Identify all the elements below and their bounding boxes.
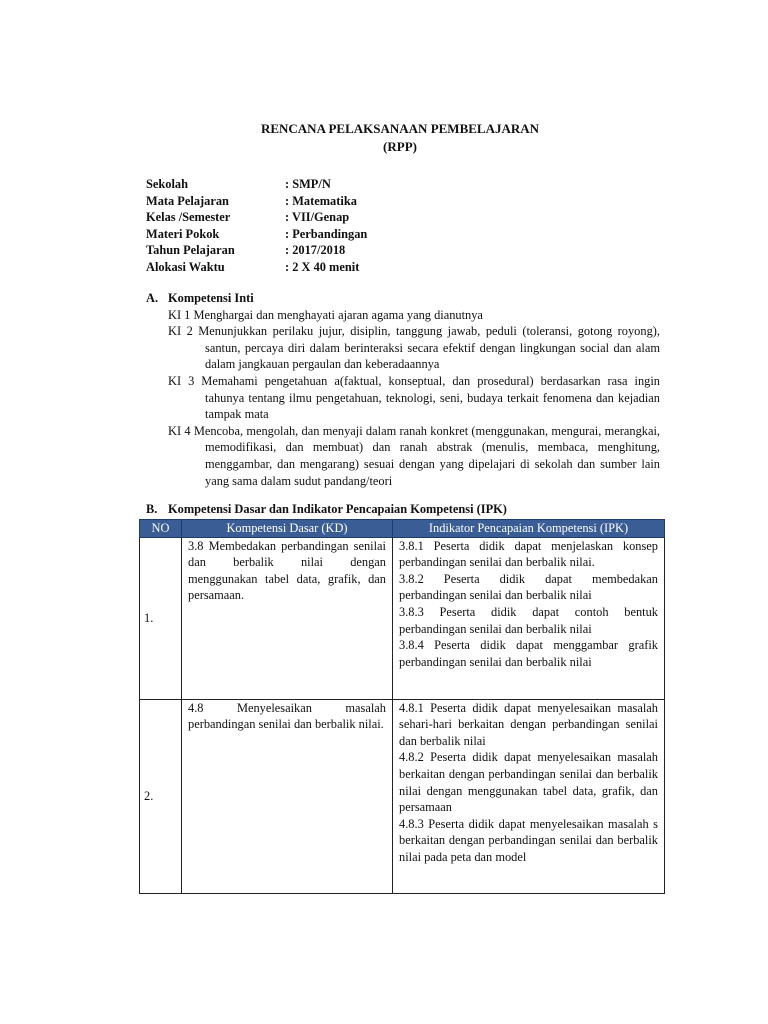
ki-item: KI 1 Menghargai dan menghayati ajaran agama yang dianutnya <box>168 307 483 322</box>
info-label: Kelas /Semester <box>146 210 231 225</box>
ipk-cell <box>393 537 665 699</box>
ipk-item: 4.8.3 Peserta didik dapat menyelesaikan masalah s berkaitan dengan perbandingan senilai dan berbalik nilai pada peta dan model <box>399 816 658 864</box>
section-title: Kompetensi Dasar dan Indikator Pencapaian Kompetensi (IPK) <box>168 502 507 516</box>
section-number: B. <box>146 502 158 516</box>
section-kd-ipk-heading <box>146 501 507 518</box>
info-value: : 2 X 40 menit <box>285 259 360 274</box>
table-header-row <box>140 520 665 538</box>
header-ipk: Indikator Pencapaian Kompetensi (IPK) <box>393 520 665 538</box>
document-subtitle: (RPP) <box>383 139 417 154</box>
info-label: Materi Pokok <box>146 226 220 241</box>
ki-item: KI 3 Memahami pengetahuan a(faktual, konseptual, dan prosedural) berdasarkan rasa ingin tahunya tentang ilmu pengetahuan, teknologi, seni, budaya terkait fenomena dan kejadian tampak mata <box>168 373 660 422</box>
info-value: : SMP/N <box>285 177 331 191</box>
header-no: NO <box>140 520 182 538</box>
info-row-materi-pokok <box>146 226 367 243</box>
section-heading <box>146 290 660 307</box>
ipk-item: 3.8.3 Peserta didik dapat contoh bentuk perbandingan senilai dan berbalik nilai <box>399 604 658 636</box>
kd-cell: 4.8 Menyelesaikan masalah perbandingan senilai dan berbalik nilai. <box>182 699 393 893</box>
info-row-alokasi-waktu <box>146 259 367 276</box>
info-value: : 2017/2018 <box>285 243 346 258</box>
header-kd: Kompetensi Dasar (KD) <box>182 520 393 538</box>
document-title: RENCANA PELAKSANAAN PEMBELAJARAN <box>260 121 540 136</box>
info-row-kelas-semester <box>146 209 367 226</box>
info-value: : VII/Genap <box>285 210 350 225</box>
info-label: Sekolah <box>146 177 189 191</box>
info-label: Alokasi Waktu <box>146 259 225 274</box>
info-label: Tahun Pelajaran <box>146 243 235 258</box>
section-number: A. <box>146 291 159 305</box>
ipk-item: 4.8.1 Peserta didik dapat menyelesaikan masalah sehari-hari berkaitan dengan perbandingan senilai dan berbalik nilai <box>399 700 658 748</box>
info-row-tahun-pelajaran <box>146 242 367 259</box>
ipk-item: 3.8.4 Peserta didik dapat menggambar grafik perbandingan senilai dan berbalik nilai <box>399 638 658 669</box>
section-kompetensi-inti <box>146 290 660 489</box>
kd-ipk-table <box>139 519 665 894</box>
table-row <box>140 537 665 699</box>
table-row <box>140 699 665 893</box>
ipk-item: 3.8.2 Peserta didik dapat membedakan perbandingan senilai dan berbalik nilai <box>399 571 658 603</box>
ipk-item: 3.8.1 Peserta didik dapat menjelaskan konsep perbandingan senilai dan berbalik nilai. <box>399 538 658 570</box>
kd-cell: 3.8 Membedakan perbandingan senilai dan berbalik nilai dengan menggunakan tabel data, grafik, dan persamaan. <box>182 537 393 699</box>
info-label: Mata Pelajaran <box>146 193 229 208</box>
ipk-item: 4.8.2 Peserta didik dapat menyelesaikan masalah berkaitan dengan perbandingan senilai dan berbalik nilai dengan menggunakan tabel data, grafik, dan persamaan <box>399 750 658 815</box>
ki-item: KI 2 Menunjukkan perilaku jujur, disiplin, tanggung jawab, peduli (toleransi, gotong royong), santun, percaya diri dalam berinteraksi secara efektif dengan lingkungan social dan alam dalam jangkauan pergaulan dan keberadaannya <box>168 324 660 372</box>
row-number: 2. <box>140 699 182 893</box>
info-row-sekolah <box>146 176 367 193</box>
row-number: 1. <box>140 537 182 699</box>
info-value: : Matematika <box>285 193 357 208</box>
ipk-cell <box>393 699 665 893</box>
info-block <box>146 176 367 276</box>
ki-item: KI 4 Mencoba, mengolah, dan menyaji dalam ranah konkret (menggunakan, mengurai, merangkai, memodifikasi, dan membuat) dan ranah abstrak (menulis, membaca, menghitung, menggambar, dan mengarang) sesuai dengan yang dipelajari di sekolah dan sumber lain yang sama dalam sudut pandang/teori <box>168 423 660 488</box>
info-row-mata-pelajaran <box>146 193 367 210</box>
section-title: Kompetensi Inti <box>168 291 254 305</box>
info-value: : Perbandingan <box>285 226 368 241</box>
